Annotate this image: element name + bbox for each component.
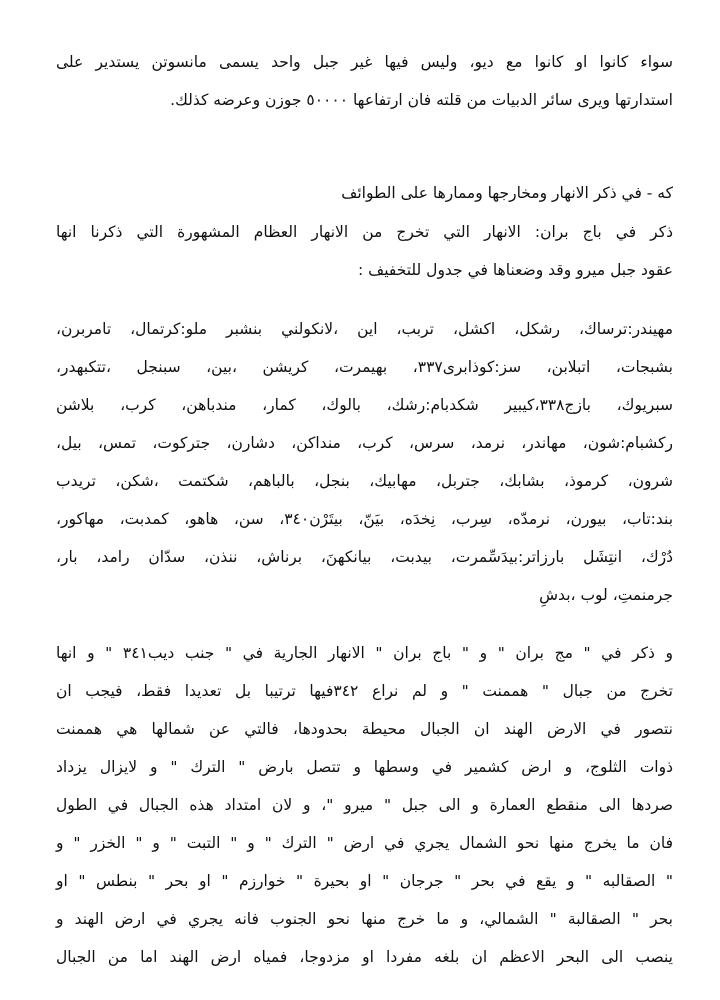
text-line: بحر " الصقالبة " الشمالي، و ما خرج منها نحو الجنوب فانه يجري في ارض الهند و — [56, 910, 673, 928]
text-line: جرمنمتِ، لوب ،بدشِ — [539, 586, 673, 604]
text-line: استدارتها ويرى سائر الدبيات من قلته فان ارتفاعها ٥٠٠٠٠ جوزن وعرضه كذلك. — [170, 91, 673, 109]
text-line: عقود جبل ميرو وقد وضعناها في جدول للتخفيف : — [358, 261, 673, 279]
text-line: و ذكر في " مج بران " و " باج بران " الانهار الجارية في " جنب ديب٣٤١ " و انها — [56, 644, 674, 662]
text-line: سبريوك، بازج٣٣٨،كيبير شكدبام:رشك، بالوك، كمار، مندباهن، كرب، بلاشن — [56, 396, 673, 414]
text-line: تخرج من جبال " هممنت " و لم نراع ٣٤٢فيها ترتيبا بل تعديدا فقط، فيجب ان — [56, 682, 673, 700]
text-line: ذكر في باج بران: الانهار التي تخرج من الانهار العظام المشهورة التي ذكرنا انها — [56, 223, 673, 241]
paragraph-mountains — [56, 634, 673, 976]
text-line: صردها الى منقطع العمارة و الى جبل " ميرو "، و لان امتداد هذه الجبال في الطول — [56, 796, 673, 814]
text-line: نتصور في الارض الهند ان الجبال محيطة بحدودها، فالتي عن شمالها هي هممنت — [56, 720, 673, 738]
text-line: سواء كانوا او كانوا مع ديو، وليس فيها غير جبل واحد يسمى مانسوتن يستدير على — [56, 53, 673, 71]
text-line: ذوات الثلوج، و ارض كشمير في وسطها و تتصل بارض " الترك " و لايزال يزداد — [56, 758, 673, 776]
text-line: " الصقالبه " و يقع في بحر " جرجان " او بحيرة " خوارزم " او بحر " بنطس " او — [56, 872, 673, 890]
text-line: شرون، كرموذ، بشابك، جتربل، مهابيك، بنجل، بالباهم، شكتمت ،شكن، تريدب — [56, 472, 673, 490]
text-line: ينصب الى البحر الاعظم ان بلغه مفردا او مزدوجا، فمياه ارض الهند اما من الجبال — [56, 948, 673, 966]
section-heading: كه - في ذكر الانهار ومخارجها وممارها على الطوائف — [341, 184, 673, 202]
paragraph-opening — [56, 43, 673, 119]
text-line: مهيندر:ترساك، رشكل، اكشل، تربب، اين ،لانكولني بنشبر ملو:كرتمال، تامربرن، — [56, 320, 673, 338]
text-line: دُرْك، انتِشَل بارزاتر:بيدَسِّمرت، بيدبت، بيانكهنَ، برناش، ننذن، سدّان رامد، بار، — [56, 548, 673, 566]
text-line: ركشبام:شون، مهاندر، نرمد، سرس، كرب، منداكن، دشارن، جترکوت، تمس، بيل، — [56, 434, 673, 452]
text-line: بشبجات، اتبلابن، سز:كوذابرى٣٣٧، بهيمرت، كريشن ،بين، سبنجل ،تتكبهدر، — [56, 358, 673, 376]
text-line: بند:تاب، بيورن، نرمدّه، سِرب، نِخدَه، بيَنّ، بيتَرْن٣٤٠، سن، هاهو، كمدبت، مهاكور، — [56, 510, 674, 528]
paragraph-rivers-intro — [56, 213, 673, 289]
paragraph-river-list — [56, 310, 673, 614]
text-line: فان ما يخرج منها نحو الشمال يجري في ارض " الترك " و " التبت " و " الخزر " و — [56, 834, 673, 852]
